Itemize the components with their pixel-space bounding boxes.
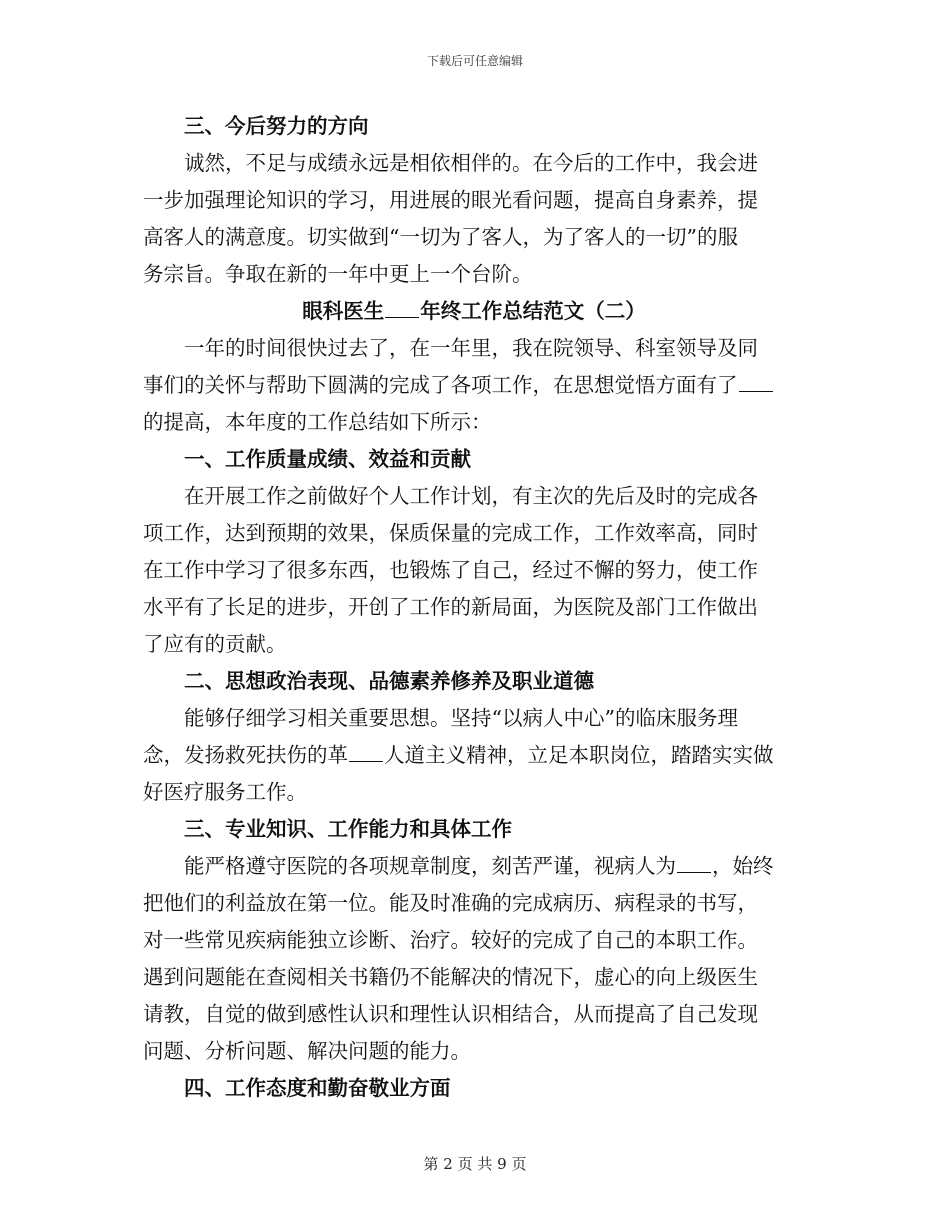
title-part: 眼科医生 [302,299,385,323]
paragraph-line [143,367,805,404]
paragraph-line: 水平有了长足的进步，开创了工作的新局面，为医院及部门工作做出 [143,595,758,619]
text-run: ，始终 [712,854,774,878]
section-heading: 四、工作态度和勤奋敬业方面 [184,1076,451,1100]
paragraph-line: 高客人的满意度。切实做到“一切为了客人，为了客人的一切”的服 [143,225,738,249]
text-run: 事们的关怀与帮助下圆满的完成了各项工作，在思想觉悟方面有了 [143,373,738,397]
paragraph-line: 在开展工作之前做好个人工作计划，有主次的先后及时的完成各 [184,484,758,508]
section-heading: 三、今后努力的方向 [184,114,369,138]
header-note: 下载后可任意编辑 [426,54,523,68]
text-run: 能严格遵守医院的各项规章制度，刻苦严谨，视病人为 [184,854,676,878]
paragraph-line: 把他们的利益放在第一位。能及时准确的完成病历、病程录的书写， [143,891,758,915]
paragraph-line: 了应有的贡献。 [143,632,287,656]
document-body [143,108,805,1107]
paragraph-line: 诚然，不足与成绩永远是相依相伴的。在今后的工作中，我会进 [184,151,758,175]
section-heading: 一、工作质量成绩、效益和贡献 [184,447,471,471]
paragraph-line [143,848,805,885]
title-part: 年终工作总结范文（二） [420,299,646,323]
paragraph-line: 能够仔细学习相关重要思想。坚持“以病人中心”的临床服务理 [184,706,738,730]
section-heading: 二、思想政治表现、品德素养修养及职业道德 [184,669,594,693]
page-number: 第 2 页 共 9 页 [423,1155,527,1173]
paragraph-line: 好医疗服务工作。 [143,780,307,804]
blank-underline [677,852,711,874]
paragraph-line: 请教，自觉的做到感性认识和理性认识相结合，从而提高了自己发现 [143,1002,758,1026]
text-run: 念，发扬救死扶伤的革 [143,743,348,767]
paragraph-line: 问题、分析问题、解决问题的能力。 [143,1039,471,1063]
blank-underline [739,371,773,393]
paragraph-line: 对一些常见疾病能独立诊断、治疗。较好的完成了自己的本职工作。 [143,928,758,952]
blank-underline [349,741,383,763]
paragraph-line: 务宗旨。争取在新的一年中更上一个台阶。 [143,262,533,286]
paragraph-line: 一年的时间很快过去了，在一年里，我在院领导、科室领导及同 [184,336,758,360]
blank-underline [385,297,419,319]
paragraph-line: 一步加强理论知识的学习，用进展的眼光看问题，提高自身素养，提 [143,188,758,212]
paragraph-line: 遇到问题能在查阅相关书籍仍不能解决的情况下，虚心的向上级医生 [143,965,758,989]
paragraph-line: 在工作中学习了很多东西，也锻炼了自己，经过不懈的努力，使工作 [143,558,758,582]
section-heading: 三、专业知识、工作能力和具体工作 [184,817,512,841]
paragraph-line: 项工作，达到预期的效果，保质保量的完成工作，工作效率高，同时 [143,521,758,545]
paragraph-line [143,737,805,774]
text-run: 人道主义精神，立足本职岗位，踏踏实实做 [384,743,774,767]
document-title [143,293,805,330]
paragraph-line: 的提高，本年度的工作总结如下所示： [143,410,492,434]
